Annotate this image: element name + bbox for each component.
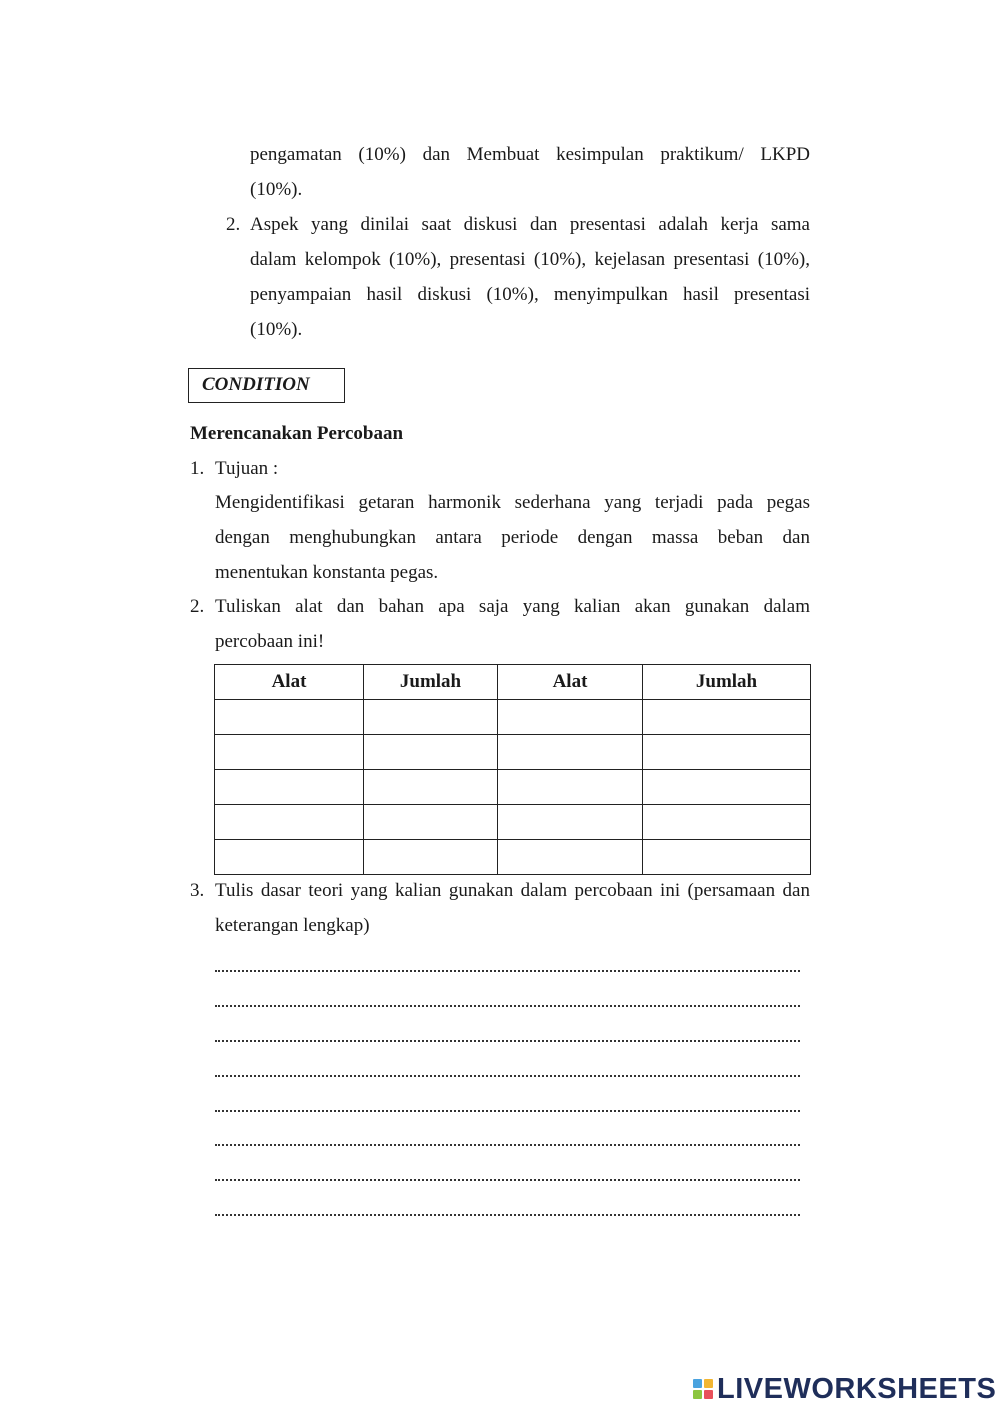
table-row xyxy=(215,770,811,805)
logo-square xyxy=(693,1390,702,1399)
q2-line-2: percobaan ini! xyxy=(215,631,325,652)
logo-square xyxy=(704,1379,713,1388)
answer-line-7[interactable] xyxy=(215,1155,800,1181)
condition-box xyxy=(188,368,345,403)
answer-line-4[interactable] xyxy=(215,1051,800,1077)
table-cell[interactable] xyxy=(215,805,364,840)
section-title: Merencanakan Percobaan xyxy=(190,423,404,444)
answer-line-2[interactable] xyxy=(215,981,800,1007)
table-cell[interactable] xyxy=(498,735,643,770)
item-2-line-4: (10%). xyxy=(250,319,303,340)
table-cell[interactable] xyxy=(498,770,643,805)
header-jumlah-2: Jumlah xyxy=(643,665,811,700)
table-row xyxy=(215,700,811,735)
header-jumlah-1: Jumlah xyxy=(364,665,498,700)
answer-line-5[interactable] xyxy=(215,1086,800,1112)
table-row xyxy=(215,805,811,840)
item-2-line-1: Aspek yang dinilai saat diskusi dan presentasi adalah kerja sama xyxy=(250,214,810,235)
q1-line-1: Mengidentifikasi getaran harmonik sederhana yang terjadi pada pegas xyxy=(215,492,810,513)
logo-squares-icon xyxy=(693,1379,713,1399)
answer-line-3[interactable] xyxy=(215,1016,800,1042)
q3-line-2: keterangan lengkap) xyxy=(215,915,370,936)
logo-square xyxy=(693,1379,702,1388)
answer-line-6[interactable] xyxy=(215,1120,800,1146)
q1-title: Tujuan : xyxy=(215,458,279,479)
header-alat-1: Alat xyxy=(215,665,364,700)
table-cell[interactable] xyxy=(643,700,811,735)
table-cell[interactable] xyxy=(643,840,811,875)
table-cell[interactable] xyxy=(364,770,498,805)
q1-line-3: menentukan konstanta pegas. xyxy=(215,562,439,583)
table-cell[interactable] xyxy=(364,840,498,875)
item-2-number: 2. xyxy=(226,214,241,235)
tools-table xyxy=(214,664,811,875)
answer-line-8[interactable] xyxy=(215,1190,800,1216)
item-2-line-2: dalam kelompok (10%), presentasi (10%), kejelasan presentasi (10%), xyxy=(250,249,810,270)
table-cell[interactable] xyxy=(215,840,364,875)
table-cell[interactable] xyxy=(215,700,364,735)
table-row xyxy=(215,840,811,875)
q2-line-1: Tuliskan alat dan bahan apa saja yang kalian akan gunakan dalam xyxy=(215,596,810,617)
table-cell[interactable] xyxy=(643,805,811,840)
table-row xyxy=(215,735,811,770)
header-alat-2: Alat xyxy=(498,665,643,700)
q1-number: 1. xyxy=(190,458,205,479)
table-cell[interactable] xyxy=(364,700,498,735)
logo-text: LIVEWORKSHEETS xyxy=(717,1372,997,1405)
table-cell[interactable] xyxy=(498,840,643,875)
logo-square xyxy=(704,1390,713,1399)
q3-number: 3. xyxy=(190,880,205,901)
table-cell[interactable] xyxy=(215,735,364,770)
table-cell[interactable] xyxy=(364,735,498,770)
table-cell[interactable] xyxy=(498,700,643,735)
table-cell[interactable] xyxy=(215,770,364,805)
table-cell[interactable] xyxy=(364,805,498,840)
answer-line-1[interactable] xyxy=(215,946,800,972)
table-cell[interactable] xyxy=(643,770,811,805)
q3-line-1: Tulis dasar teori yang kalian gunakan dalam percobaan ini (persamaan dan xyxy=(215,880,810,901)
table-cell[interactable] xyxy=(643,735,811,770)
intro-line-1: pengamatan (10%) dan Membuat kesimpulan praktikum/ LKPD xyxy=(250,144,810,165)
condition-label: CONDITION xyxy=(202,374,310,395)
q1-line-2: dengan menghubungkan antara periode dengan massa beban dan xyxy=(215,527,810,548)
liveworksheets-logo xyxy=(693,1374,996,1404)
table-header-row xyxy=(215,665,811,700)
item-2-line-3: penyampaian hasil diskusi (10%), menyimpulkan hasil presentasi xyxy=(250,284,810,305)
q2-number: 2. xyxy=(190,596,205,617)
table-cell[interactable] xyxy=(498,805,643,840)
intro-line-2: (10%). xyxy=(250,179,303,200)
